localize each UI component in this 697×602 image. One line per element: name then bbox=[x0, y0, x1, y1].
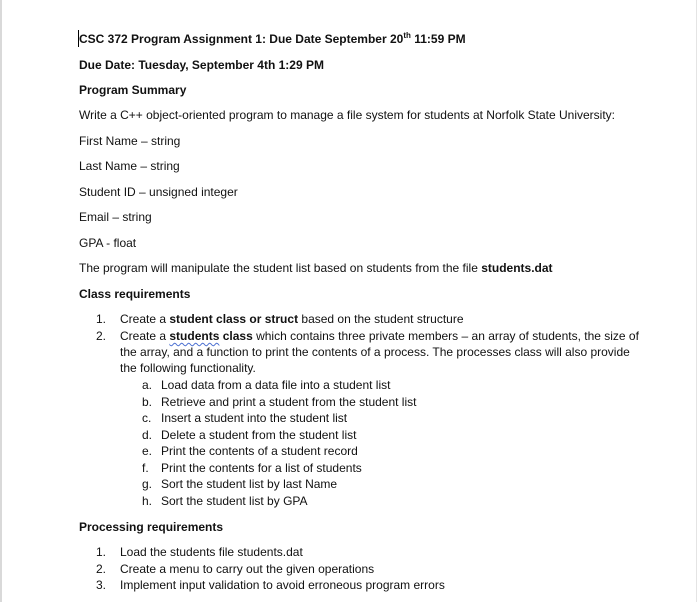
sub-item-e: Print the contents of a student record bbox=[161, 444, 358, 458]
students-spellcheck-word: students bbox=[169, 329, 220, 343]
processing-item-1: Load the students file students.dat bbox=[120, 545, 303, 559]
processing-item-2: Create a menu to carry out the given operations bbox=[120, 562, 375, 576]
field-email: Email – string bbox=[79, 210, 152, 224]
class-req-number-2: 2. bbox=[96, 329, 107, 343]
sub-item-h: Sort the student list by GPA bbox=[161, 494, 308, 508]
sub-item-g: Sort the student list by last Name bbox=[161, 477, 338, 491]
sub-item-f: Print the contents for a list of students bbox=[161, 461, 362, 475]
sub-item-b: Retrieve and print a student from the student list bbox=[161, 395, 417, 409]
sub-letter-f: f. bbox=[142, 461, 149, 475]
sub-letter-b: b. bbox=[142, 395, 153, 409]
sub-item-a: Load data from a data file into a student list bbox=[161, 378, 391, 392]
processing-number-1: 1. bbox=[96, 545, 107, 559]
class-heading: Class requirements bbox=[79, 287, 191, 301]
processing-number-2: 2. bbox=[96, 562, 107, 576]
class-req-number-1: 1. bbox=[96, 312, 107, 326]
class-req-item-2-line-2: the array, and a function to print the contents of a process. The processes class will also provide bbox=[120, 345, 630, 359]
processing-number-3: 3. bbox=[96, 578, 107, 592]
document-title: CSC 372 Program Assignment 1: Due Date September 20th 11:59 PM bbox=[79, 31, 466, 46]
field-first-name: First Name – string bbox=[79, 134, 181, 148]
processing-item-3: Implement input validation to avoid erroneous program errors bbox=[120, 578, 445, 592]
field-student-id: Student ID – unsigned integer bbox=[79, 185, 238, 199]
class-req-item-2-line-3: the following functionality. bbox=[120, 361, 256, 375]
class-req-item-2-line-1: Create a students class which contains three private members – an array of students, the size of bbox=[120, 329, 639, 343]
sub-letter-a: a. bbox=[142, 378, 153, 392]
summary-text: Write a C++ object-oriented program to manage a file system for students at Norfolk State University: bbox=[79, 108, 616, 122]
sub-item-c: Insert a student into the student list bbox=[161, 411, 348, 425]
field-gpa: GPA - float bbox=[79, 236, 137, 250]
sub-letter-g: g. bbox=[142, 477, 153, 491]
manipulate-text: The program will manipulate the student list based on students from the file students.dat bbox=[79, 261, 553, 275]
summary-heading: Program Summary bbox=[79, 83, 187, 97]
due-date: Due Date: Tuesday, September 4th 1:29 PM bbox=[79, 58, 324, 72]
processing-heading: Processing requirements bbox=[79, 520, 224, 534]
class-req-item-1: Create a student class or struct based on the student structure bbox=[120, 312, 464, 326]
sub-letter-h: h. bbox=[142, 494, 153, 508]
sub-letter-d: d. bbox=[142, 428, 153, 442]
sub-item-d: Delete a student from the student list bbox=[161, 428, 357, 442]
field-last-name: Last Name – string bbox=[79, 159, 180, 173]
students-dat-filename: students.dat bbox=[481, 261, 553, 275]
page-left-edge bbox=[0, 0, 2, 602]
sub-letter-c: c. bbox=[142, 411, 152, 425]
sub-letter-e: e. bbox=[142, 444, 153, 458]
